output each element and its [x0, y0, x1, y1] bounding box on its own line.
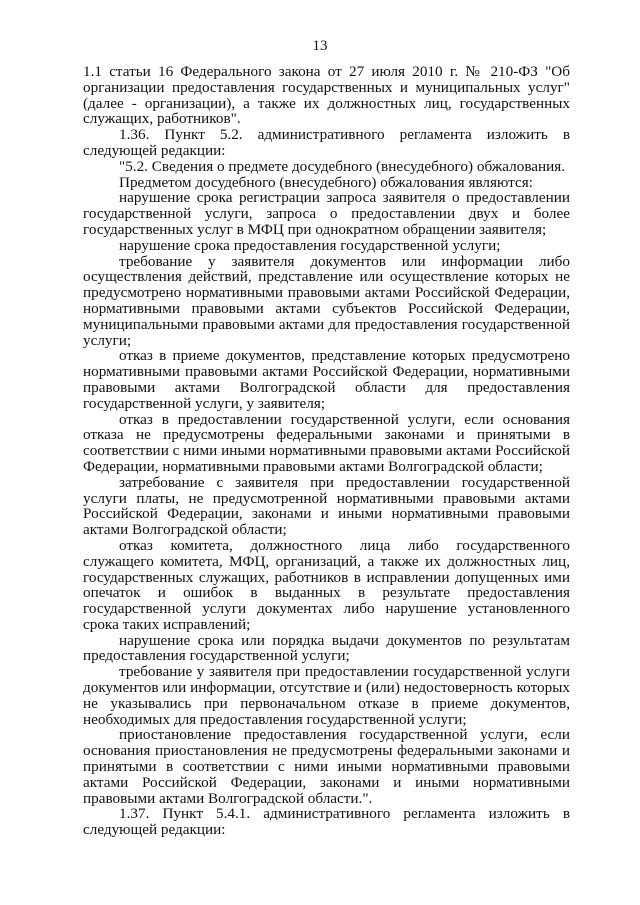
paragraph-12: нарушение срока или порядка выдачи документов по результатам предоставления государственной услуги;: [83, 631, 570, 665]
paragraph-8: отказ в приеме документов, представление которых предусмотрено нормативными правовыми актами Российской Федерации, нормативными правовыми актами Волгоградской области для предоставления государственной услуги, у заявителя;: [83, 347, 570, 412]
paragraph-4: Предметом досудебного (внесудебного) обжалования являются:: [119, 173, 533, 191]
paragraph-5: нарушение срока регистрации запроса заявителя о предоставлении государственной услуги, запроса о предоставлении двух и более государственных услуг в МФЦ при однократном обращении заявителя;: [83, 189, 570, 238]
document-body: [83, 64, 570, 838]
paragraph-11: отказ комитета, должностного лица либо государственного служащего комитета, МФЦ, организаций, а также их должностных лиц, государственных служащих, работников в исправлении допущенных ими опечаток и ошибок в выданных в результате предоставления государственной услуги документах либо нарушение установленного срока таких исправлений;: [83, 536, 570, 633]
paragraph-10: затребование с заявителя при предоставлении государственной услуги платы, не предусмотренной нормативными правовыми актами Российской Федерации, законами и иными нормативными правовыми актами Волгоградской области;: [83, 473, 570, 539]
paragraph-1: 1.1 статьи 16 Федерального закона от 27 июля 2010 г. № 210-ФЗ "Об организации предоставления государственных и муниципальных услуг" (далее - организации), а также их должностных лиц, государственных служащих, работников".: [83, 63, 570, 128]
paragraph-13: требование у заявителя при предоставлении государственной услуги документов или информации, отсутствие и (или) недостоверность которых не указывались при первоначальном отказе в приеме документов, необходимых для предоставления государственной услуги;: [83, 663, 570, 728]
paragraph-15: 1.37. Пункт 5.4.1. административного регламента изложить в следующей редакции:: [83, 805, 570, 839]
paragraph-3: "5.2. Сведения о предмете досудебного (внесудебного) обжалования.: [119, 157, 566, 175]
paragraph-2: 1.36. Пункт 5.2. административного регламента изложить в следующей редакции:: [83, 126, 570, 159]
paragraph-7: требование у заявителя документов или информации либо осуществления действий, представление или осуществление которых не предусмотрено нормативными правовыми актами Российской Федерации, нормативными правовыми актами субъектов Российской Федерации, муниципальными правовыми актами для предоставления государственной услуги;: [83, 252, 570, 349]
paragraph-14: приостановление предоставления государственной услуги, если основания приостановления не предусмотрены федеральными законами и принятыми в соответствии с ними иными нормативными правовыми актами Российской Федерации, законами и иными нормативными правовыми актами Волгоградской области.".: [83, 726, 570, 807]
page-number: 13: [312, 38, 328, 54]
paragraph-9: отказ в предоставлении государственной услуги, если основания отказа не предусмотрены федеральными законами и принятыми в соответствии с ними иными нормативными правовыми актами Российской Федерации, нормативными правовыми актами Волгоградской области;: [83, 410, 570, 475]
paragraph-6: нарушение срока предоставления государственной услуги;: [119, 236, 501, 254]
